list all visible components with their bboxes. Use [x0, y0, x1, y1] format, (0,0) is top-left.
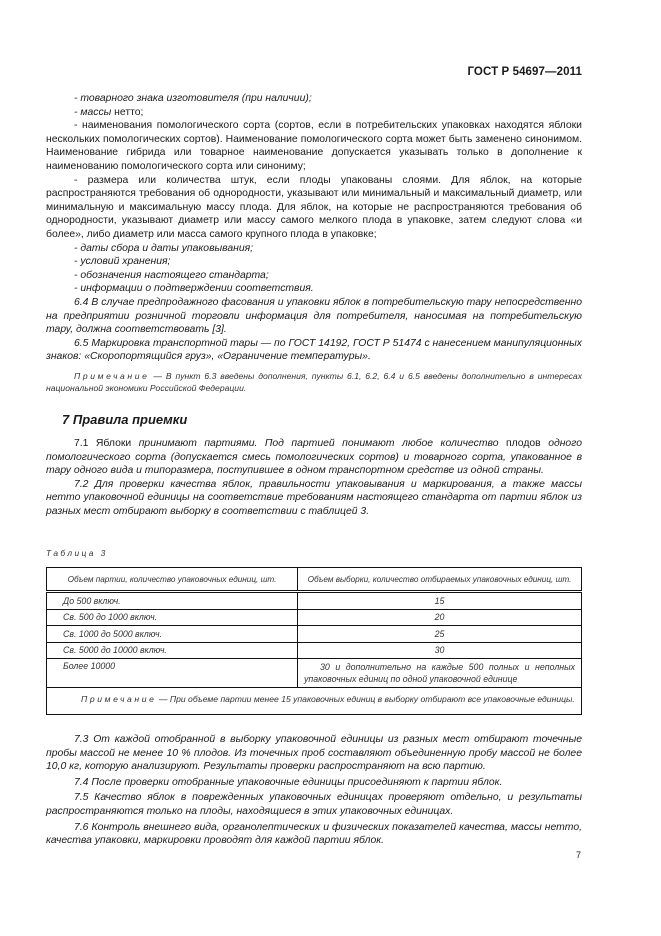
table-3 — [46, 567, 582, 715]
table-note-row — [47, 688, 582, 715]
paragraph-6-5: 6.5 Маркировка транспортной тары — по ГОСТ 14192, ГОСТ Р 51474 с нанесением манипуляционных знаков: «Скоропортящийся груз», «Ограничение температуры». — [46, 337, 582, 363]
paragraph-6-4: 6.4 В случае предпродажного фасования и упаковки яблок в потребительскую тару непосредственно на предприятии розничной торговли информация для потребителя, наносимая на потребительскую тару, должна соответствовать [3]. — [46, 296, 582, 336]
table-caption: Таблица 3 — [46, 548, 108, 558]
table-cell-lot: Св. 5000 до 10000 включ. — [47, 642, 298, 659]
p7-1-plain: 7.1 Яблоки — [74, 438, 139, 449]
list-item-net-mass-plain: нетто; — [111, 106, 144, 118]
list-item-storage-conditions: - условий хранения; — [74, 256, 171, 268]
paragraph-7-4: 7.4 После проверки отобранные упаковочные единицы присоединяют к партии яблок. — [74, 776, 503, 788]
paragraph-7-5: 7.5 Качество яблок в поврежденных упаковочных единицах проверяют отдельно, и результаты распространяются только на плоды, находящиеся в этих упаковочных единицах. — [46, 792, 582, 817]
page-number: 7 — [576, 850, 582, 860]
table-note — [47, 688, 582, 715]
list-item-conformity-info: - информации о подтверждении соответствия. — [74, 283, 314, 295]
table-row — [47, 609, 582, 626]
table-header-sample-size: Объем выборки, количество отбираемых упаковочных единиц, шт. — [298, 568, 582, 592]
table-note-label: Примечание — [81, 694, 157, 705]
paragraph-7-3: 7.3 От каждой отобранной в выборку упаковочной единицы из разных мест отбирают точечные пробы массой не менее 10 % плодов. Из точечных проб составляют объединенную пробу массой не более 10,0 кг, которую анализируют. Результаты проверки распространяют на всю партию. — [46, 734, 582, 773]
paragraph-7-1 — [46, 437, 582, 478]
table-cell-sample: 25 — [298, 626, 582, 643]
table-cell-lot: Св. 500 до 1000 включ. — [47, 609, 298, 626]
table-row — [47, 659, 582, 688]
table-cell-sample: 30 — [298, 642, 582, 659]
section-7-heading: 7 Правила приемки — [62, 412, 188, 427]
list-item-pomological-variety: - наименования помологического сорта (сортов, если в потребительских упаковках находятся яблоки нескольких помологических сортов). Наименование помологического сорта может быть заменено синонимом. Наименование гибрида или товарное наименование допускается указывать только в дополнение к наименованию помологического сорта или синониму; — [46, 120, 582, 172]
p7-1-italic: принимают партиями. Под партией понимают любое количество — [138, 438, 499, 449]
table-cell-sample: 20 — [298, 609, 582, 626]
list-item-trademark: - товарного знака изготовителя (при наличии); — [74, 93, 312, 104]
list-item-harvest-date: - даты сбора и даты упаковывания; — [74, 242, 254, 254]
section-7-rest — [46, 733, 582, 848]
table-cell-lot: Св. 1000 до 5000 включ. — [47, 626, 298, 643]
table-header-row — [47, 568, 582, 592]
p7-1-plain2: плодов — [498, 438, 549, 449]
table-row — [47, 626, 582, 643]
list-item-net-mass — [46, 106, 582, 120]
section-7-intro — [46, 437, 582, 519]
note-label: Примечание — [74, 370, 150, 381]
paragraph-7-6: 7.6 Контроль внешнего вида, органолептических и физических показателей качества, массы нетто, качества упаковки, маркировки проводят для каждой партии яблок. — [46, 821, 582, 847]
table-cell-lot: Более 10000 — [47, 659, 298, 688]
list-item-standard-designation: - обозначения настоящего стандарта; — [74, 269, 269, 281]
note-text: — В пункт 6.3 введены дополнения, пункты 6.1, 6.2, 6.4 и 6.5 введены дополнительно в интересах национальной экономики Российской Федерации. — [46, 370, 582, 394]
list-item-net-mass-italic: - массы — [74, 106, 112, 118]
table-cell-sample: 15 — [298, 592, 582, 610]
table-note-text: — При объеме партии менее 15 упаковочных единиц в выборку отбирают все упаковочные единицы. — [156, 694, 575, 705]
table-cell-lot: До 500 включ. — [47, 592, 298, 610]
p7-1-rest: одного помологического сорта (допускается смесь помологических сортов) и товарного сорта, упакованное в тару одного вида и типоразмера, поступившее в одном транспортном средстве из одной страны. — [46, 438, 582, 477]
document-id-header: ГОСТ Р 54697—2011 — [467, 66, 582, 78]
section-6-continuation — [46, 92, 582, 395]
table-header-lot-size: Объем партии, количество упаковочных единиц, шт. — [47, 568, 298, 592]
table-cell-sample: 30 и дополнительно на каждые 500 полных и неполных упаковочных единиц по одной упаковочной единице — [298, 659, 582, 688]
list-item-size-count: - размера или количества штук, если плоды упакованы слоями. Для яблок, на которые распространяются требования об однородности, указывают или минимальный и максимальный диаметр, или минимальную и максимальную массу плода. Для яблок, на которые не распространяются требования об однородности, указывают диаметр или массу самого мелкого плода в упаковке, затем следуют слова «и более», либо диаметр или масса самого крупного плода в упаковке; — [46, 174, 582, 240]
table-row — [47, 592, 582, 610]
table-row — [47, 642, 582, 659]
paragraph-7-2: 7.2 Для проверки качества яблок, правильности упаковывания и маркирования, а также массы нетто упаковочной единицы на соответствие требованиям настоящего стандарта от партии яблок из разных мест отбирают выборку в соответствии с таблицей 3. — [46, 478, 582, 517]
section-6-note — [46, 370, 582, 395]
